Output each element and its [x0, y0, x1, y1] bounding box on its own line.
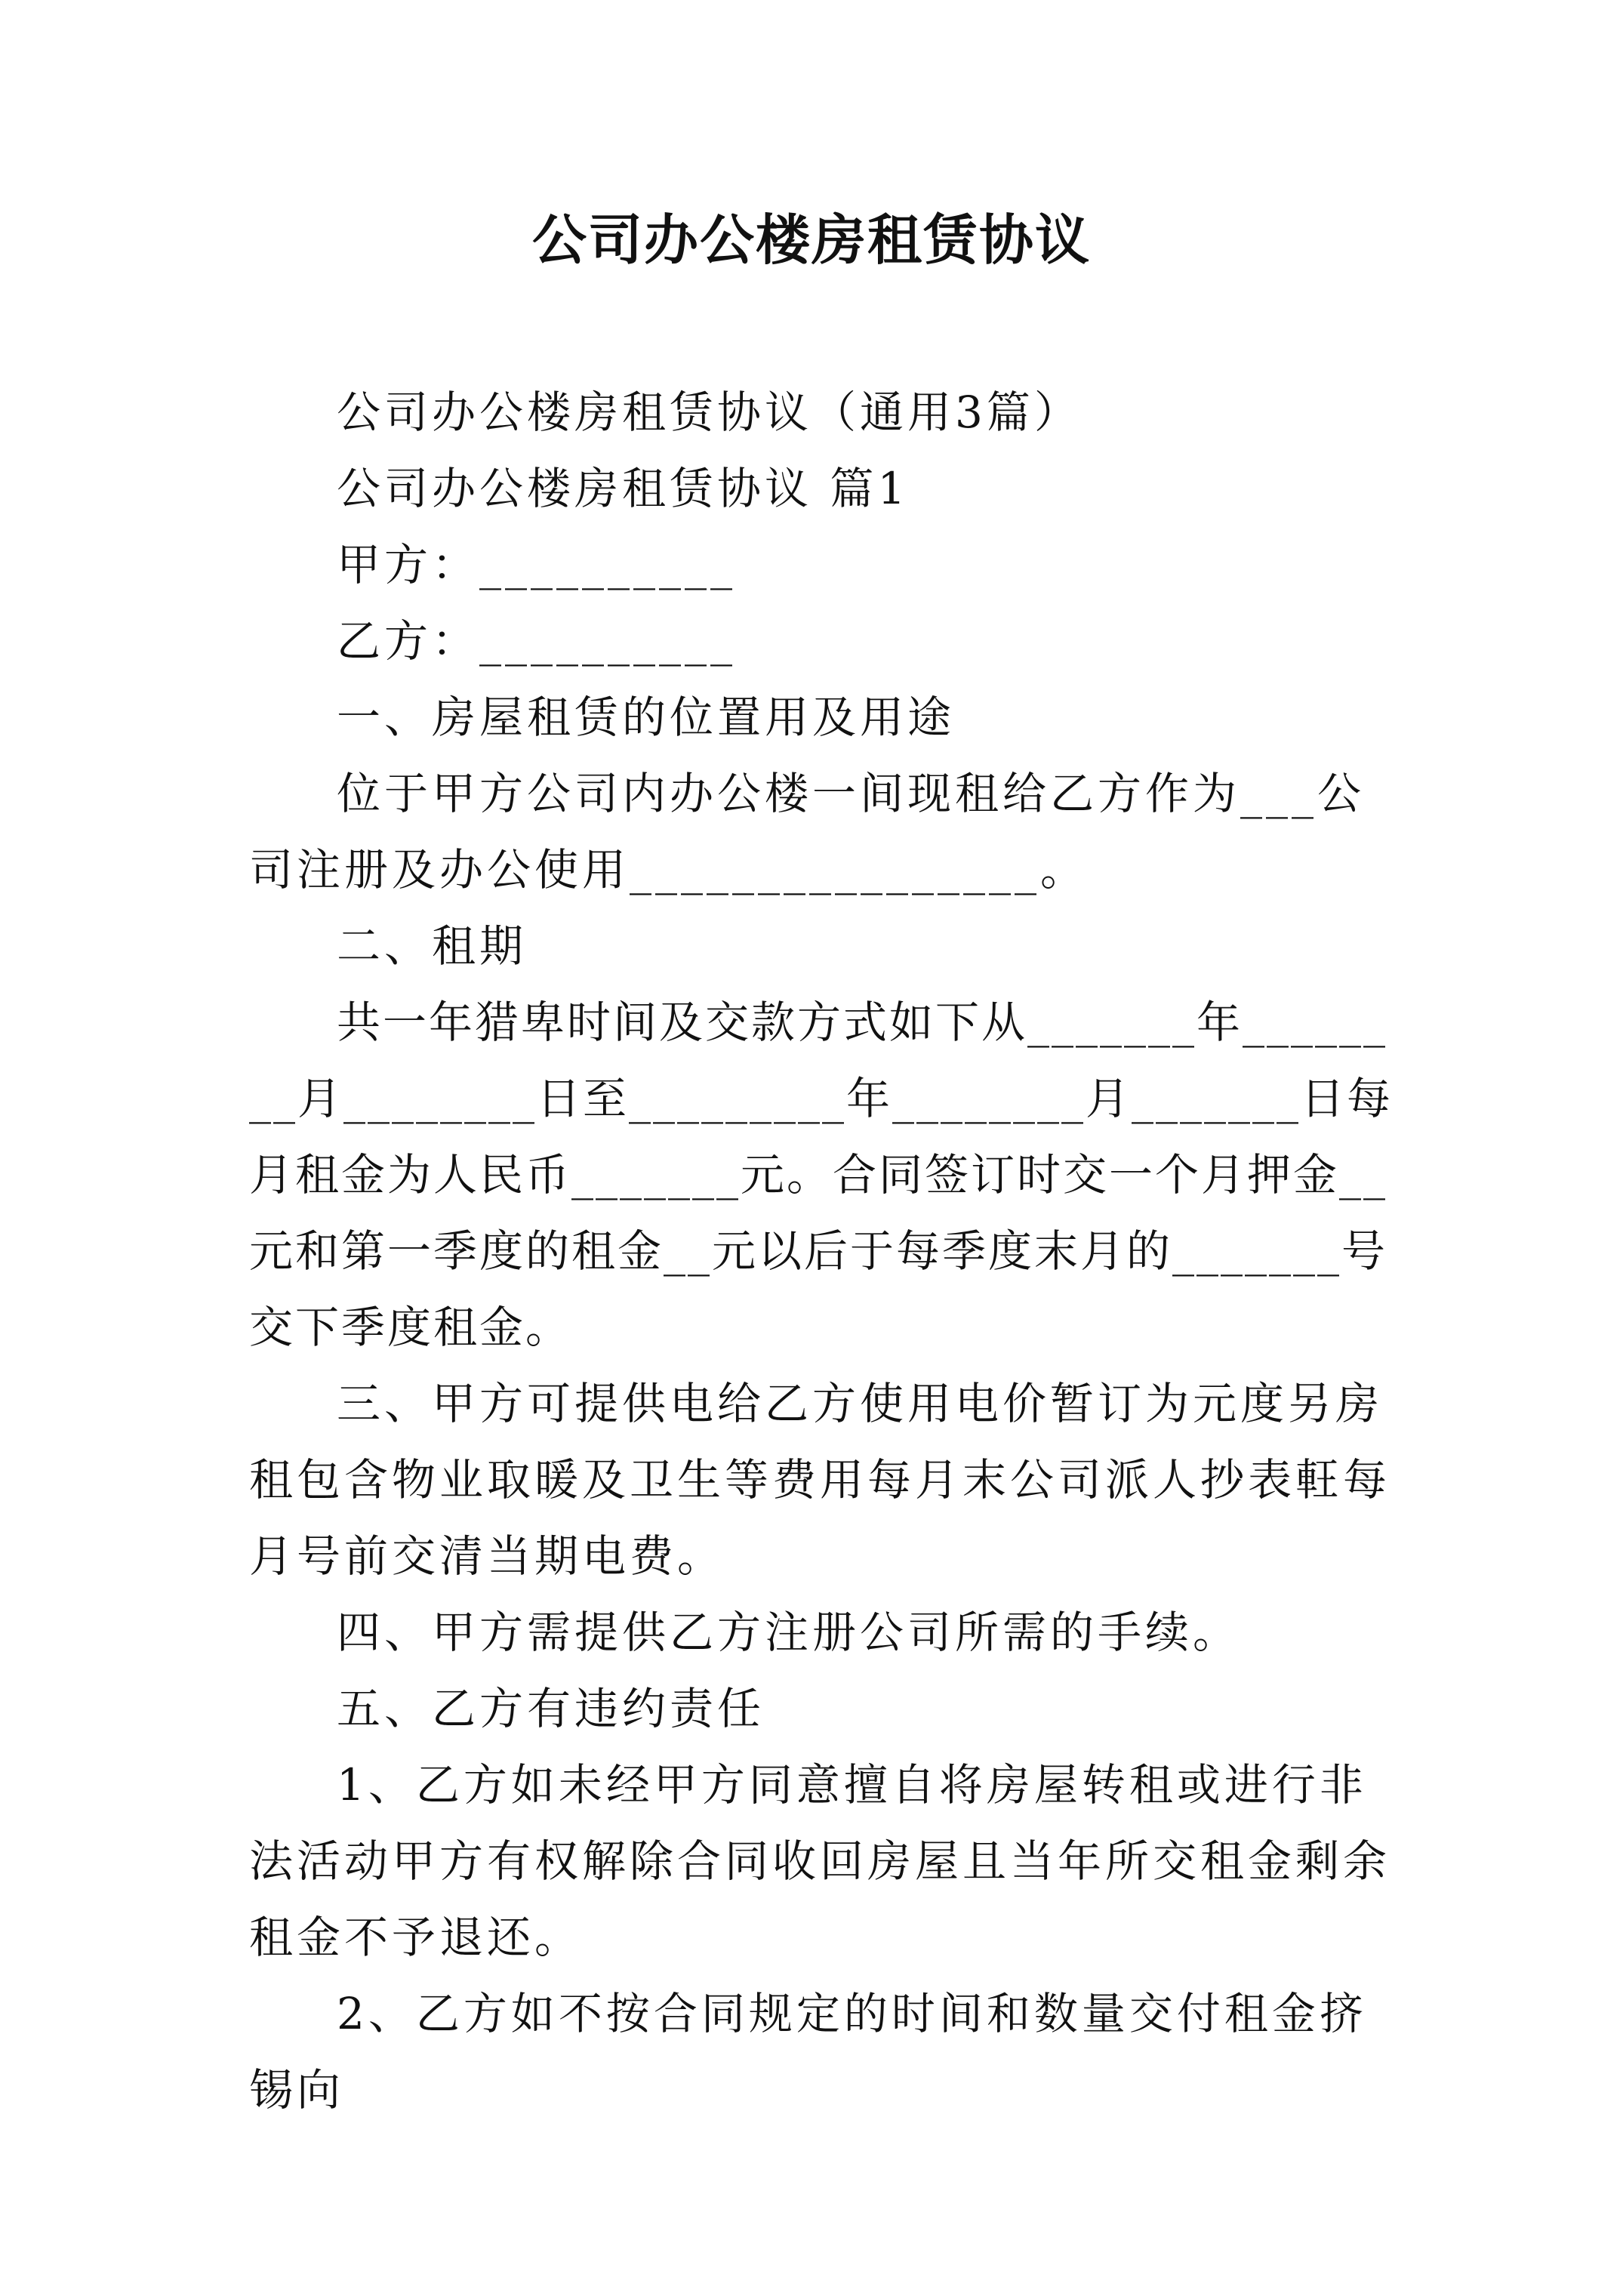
- paragraph-party-a: 甲方：__________: [337, 539, 737, 590]
- paragraph-clause-2-text: 共一年猎卑时间及交款方式如下从_______年________月________日至_________年________月_______日每月租金为人民币_______元。合同签订时交一个月押金__元和第一季度的租金__元以后于每季度末月的_______号交下季度租金。: [249, 997, 1394, 1353]
- document-body: [249, 374, 1404, 2128]
- paragraph-clause-2-heading: 二、租期: [337, 920, 528, 972]
- page-title: 公司办公楼房租赁协议: [531, 208, 1091, 272]
- paragraph-section-heading: 公司办公楼房租赁协议 篇1: [337, 463, 910, 514]
- paragraph-clause-3-text: 三、甲方可提供电给乙方使用电价暂订为元度另房租包含物业取暖及卫生等费用每月末公司派人抄表軖每月号前交清当期电费。: [249, 1378, 1391, 1582]
- paragraph-party-b: 乙方：__________: [337, 615, 737, 667]
- paragraph-clause-5-item-2: 2、乙方如不按合同规定的时间和数量交付租金挤锡向: [249, 1988, 1367, 2116]
- paragraph-clause-5-heading: 五、乙方有违约责任: [337, 1683, 765, 1734]
- paragraph-subtitle: 公司办公楼房租赁协议（通用3篇）: [337, 387, 1082, 438]
- paragraph-clause-1-heading: 一、房屋租赁的位置用及用途: [337, 692, 956, 743]
- paragraph-clause-1-text: 位于甲方公司内办公楼一间现租给乙方作为___公司注册及办公使用________________。: [249, 768, 1366, 895]
- paragraph-clause-4-text: 四、甲方需提供乙方注册公司所需的手续。: [337, 1607, 1241, 1658]
- paragraph-clause-5-item-1: 1、乙方如未经甲方同意擅自将房屋转租或进行非法活动甲方有权解除合同收回房屋且当年所交租金剩余租金不予退还。: [249, 1759, 1391, 1963]
